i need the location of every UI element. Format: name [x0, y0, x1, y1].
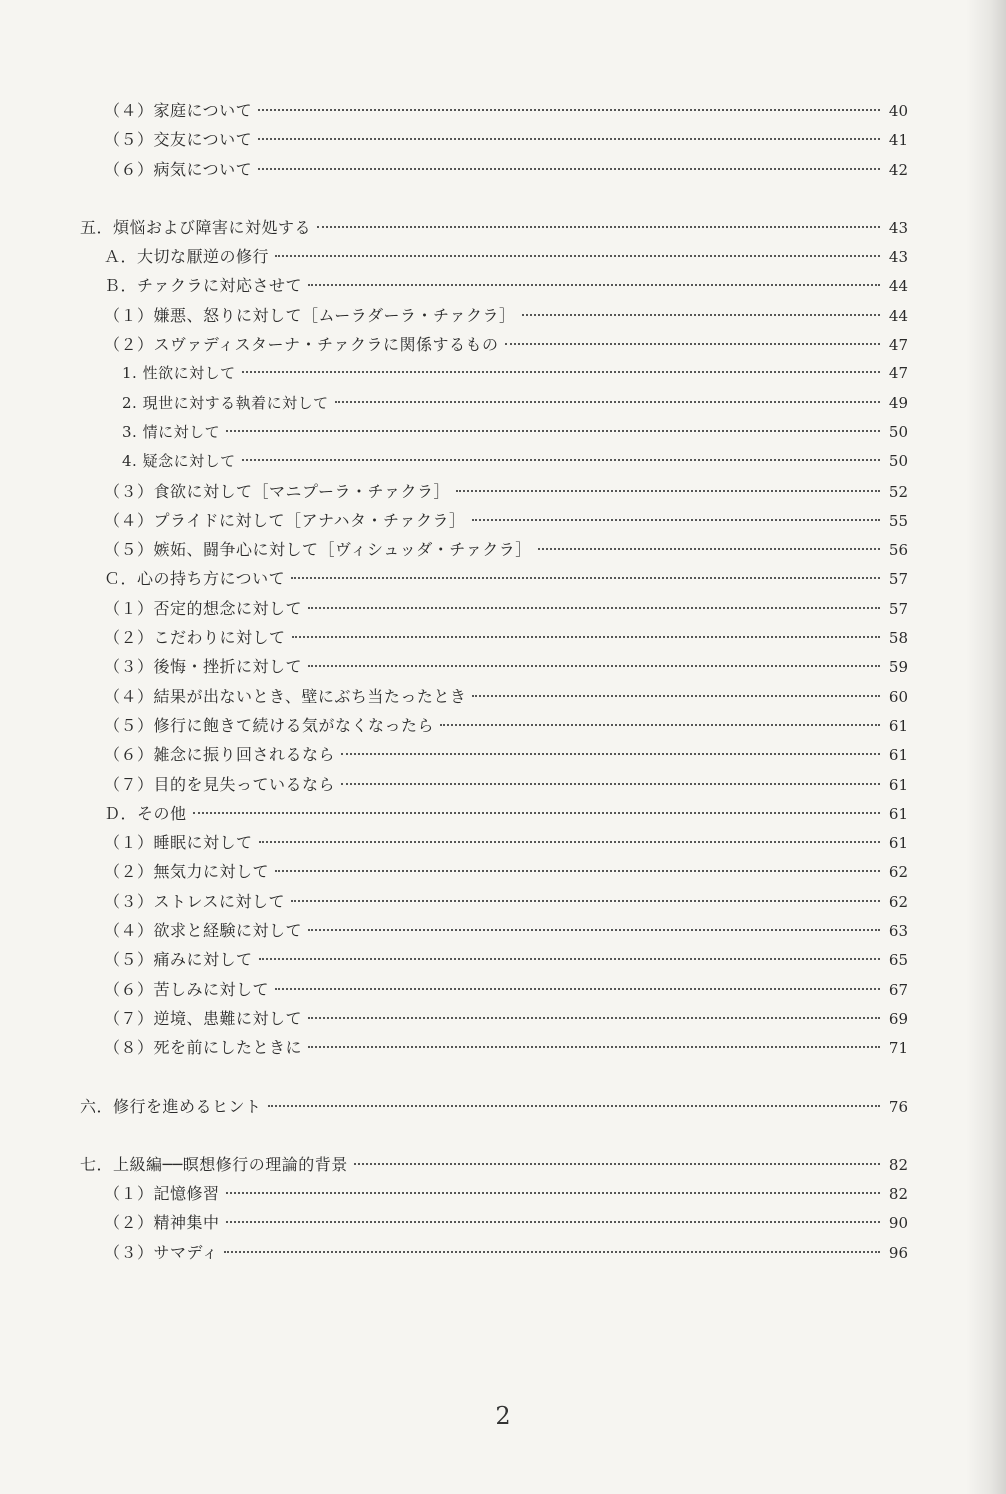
- dot-leader: [456, 490, 880, 492]
- toc-entry-title: （６）苦しみに対して: [104, 979, 270, 999]
- toc-subitem-entry: [80, 389, 908, 418]
- dot-leader: [440, 724, 880, 726]
- toc-entry: [80, 271, 908, 300]
- toc-entry: [80, 506, 908, 535]
- toc-entry-title: （８）死を前にしたときに: [104, 1038, 303, 1058]
- toc-entry-title: 六．修行を進めるヒント: [80, 1096, 262, 1116]
- toc-entry-page: 44: [888, 306, 908, 325]
- toc-entry-title: Ｄ．その他: [104, 803, 187, 823]
- dot-leader: [291, 577, 880, 579]
- toc-subitem-entry: [80, 447, 908, 476]
- toc-subitem-entry: [80, 359, 908, 388]
- dot-leader: [226, 1221, 880, 1223]
- toc-entry-page: 44: [888, 277, 908, 296]
- toc-entry-page: 61: [888, 746, 908, 765]
- toc-entry: [80, 945, 908, 974]
- toc-entry-title: （１）否定的想念に対して: [104, 598, 303, 618]
- toc-entry-title: （２）スヴァディスターナ・チァクラに関係するもの: [104, 335, 499, 355]
- toc-entry: [80, 301, 908, 330]
- toc-entry-page: 57: [888, 599, 908, 618]
- toc-entry-title: （３）後悔・挫折に対して: [104, 657, 303, 677]
- table-of-contents: [80, 96, 908, 1267]
- dot-leader: [335, 401, 880, 403]
- section-gap: [80, 184, 908, 213]
- toc-entry-title: （３）ストレスに対して: [104, 891, 286, 911]
- dot-leader: [308, 1046, 880, 1048]
- toc-entry: [80, 477, 908, 506]
- toc-entry-title: （２）精神集中: [104, 1213, 220, 1233]
- toc-entry: [80, 828, 908, 857]
- toc-subitem-entry: [80, 418, 908, 447]
- dot-leader: [258, 109, 880, 111]
- dot-leader: [472, 519, 880, 521]
- toc-entry-title: 七．上級編──瞑想修行の理論的背景: [80, 1154, 348, 1174]
- section-gap: [80, 1063, 908, 1092]
- dot-leader: [268, 1105, 880, 1107]
- toc-entry-page: 47: [888, 364, 908, 383]
- dot-leader: [317, 226, 880, 228]
- toc-entry-page: 82: [888, 1185, 908, 1204]
- toc-entry-title: （４）欲求と経験に対して: [104, 921, 303, 941]
- dot-leader: [242, 459, 880, 461]
- toc-entry-title: （３）食欲に対して［マニプーラ・チァクラ］: [104, 481, 451, 501]
- dot-leader: [258, 168, 880, 170]
- toc-entry: [80, 1179, 908, 1208]
- toc-entry-page: 43: [888, 248, 908, 267]
- toc-entry: [80, 1238, 908, 1267]
- toc-entry-title: （１）睡眠に対して: [104, 833, 253, 853]
- dot-leader: [522, 314, 880, 316]
- toc-entry: [80, 1208, 908, 1237]
- toc-chapter-entry: [80, 1092, 908, 1121]
- toc-entry: [80, 770, 908, 799]
- toc-entry: [80, 1033, 908, 1062]
- dot-leader: [308, 1017, 880, 1019]
- section-gap: [80, 1121, 908, 1150]
- toc-entry: [80, 887, 908, 916]
- dot-leader: [242, 371, 880, 373]
- toc-entry-page: 59: [888, 658, 908, 677]
- toc-entry: [80, 125, 908, 154]
- dot-leader: [224, 1251, 880, 1253]
- toc-entry: [80, 155, 908, 184]
- dot-leader: [275, 255, 880, 257]
- toc-entry-title: （４）家庭について: [104, 101, 253, 120]
- dot-leader: [505, 343, 880, 345]
- toc-entry-title: （５）痛みに対して: [104, 950, 253, 970]
- toc-entry-title: 3. 情に対して: [122, 422, 221, 441]
- toc-entry-title: 4. 疑念に対して: [122, 452, 236, 471]
- toc-entry-title: 2. 現世に対する執着に対して: [122, 393, 329, 412]
- toc-entry-title: （２）無気力に対して: [104, 862, 270, 882]
- toc-entry-title: （７）逆境、患難に対して: [104, 1008, 303, 1028]
- toc-entry-page: 56: [888, 541, 908, 560]
- toc-entry-page: 43: [888, 218, 908, 237]
- toc-entry: [80, 535, 908, 564]
- toc-entry-page: 62: [888, 892, 908, 911]
- toc-entry-page: 71: [888, 1039, 908, 1058]
- dot-leader: [291, 900, 880, 902]
- toc-entry-title: （５）修行に飽きて続ける気がなくなったら: [104, 715, 435, 735]
- toc-entry: [80, 857, 908, 886]
- dot-leader: [538, 548, 880, 550]
- toc-entry-page: 42: [888, 160, 908, 179]
- toc-entry-page: 60: [888, 687, 908, 706]
- toc-entry-page: 41: [888, 131, 908, 150]
- toc-chapter-entry: [80, 1150, 908, 1179]
- dot-leader: [308, 665, 880, 667]
- toc-entry-page: 58: [888, 629, 908, 648]
- toc-entry-page: 96: [888, 1243, 908, 1262]
- toc-entry-page: 90: [888, 1214, 908, 1233]
- dot-leader: [354, 1163, 880, 1165]
- dot-leader: [341, 783, 880, 785]
- toc-entry: [80, 916, 908, 945]
- toc-entry-page: 57: [888, 570, 908, 589]
- dot-leader: [193, 812, 880, 814]
- toc-entry-page: 76: [888, 1097, 908, 1116]
- toc-entry: [80, 242, 908, 271]
- toc-entry-page: 49: [888, 393, 908, 412]
- dot-leader: [341, 753, 880, 755]
- toc-entry-page: 65: [888, 951, 908, 970]
- toc-entry: [80, 96, 908, 125]
- toc-entry-page: 62: [888, 863, 908, 882]
- toc-entry-page: 82: [888, 1155, 908, 1174]
- toc-entry-title: （４）プライドに対して［アナハタ・チァクラ］: [104, 510, 466, 530]
- toc-entry: [80, 623, 908, 652]
- toc-entry: [80, 330, 908, 359]
- toc-entry-title: （５）嫉妬、闘争心に対して［ヴィシュッダ・チァクラ］: [104, 540, 532, 560]
- dot-leader: [258, 138, 880, 140]
- toc-entry-page: 61: [888, 716, 908, 735]
- toc-entry-page: 67: [888, 980, 908, 999]
- toc-entry-title: （５）交友について: [104, 130, 253, 150]
- toc-entry-page: 63: [888, 922, 908, 941]
- toc-entry: [80, 652, 908, 681]
- dot-leader: [308, 607, 880, 609]
- toc-entry-title: （３）サマディ: [104, 1242, 219, 1262]
- toc-entry: [80, 1004, 908, 1033]
- dot-leader: [292, 636, 880, 638]
- toc-entry-title: （１）嫌悪、怒りに対して［ムーラダーラ・チァクラ］: [104, 305, 516, 325]
- dot-leader: [259, 841, 880, 843]
- dot-leader: [308, 929, 880, 931]
- toc-entry: [80, 740, 908, 769]
- toc-entry-title: （６）病気について: [104, 159, 253, 179]
- toc-entry: [80, 682, 908, 711]
- toc-entry-title: Ａ．大切な厭逆の修行: [104, 247, 270, 267]
- toc-entry-page: 55: [888, 511, 908, 530]
- toc-entry-title: （１）記憶修習: [104, 1184, 220, 1204]
- toc-entry: [80, 594, 908, 623]
- dot-leader: [275, 988, 880, 990]
- toc-entry-page: 61: [888, 834, 908, 853]
- toc-entry: [80, 564, 908, 593]
- toc-entry-title: 1. 性欲に対して: [122, 364, 236, 383]
- toc-entry-title: （６）雑念に振り回されるなら: [104, 745, 336, 765]
- dot-leader: [472, 695, 880, 697]
- toc-entry-title: Ｂ．チァクラに対応させて: [104, 276, 303, 296]
- toc-entry-title: （７）目的を見失っているなら: [104, 774, 336, 794]
- dot-leader: [275, 870, 880, 872]
- toc-entry-title: Ｃ．心の持ち方について: [104, 569, 286, 589]
- dot-leader: [308, 284, 880, 286]
- page-edge-shadow: [966, 0, 1006, 1494]
- toc-entry-title: 五．煩悩および障害に対処する: [80, 217, 312, 237]
- toc-entry-page: 52: [888, 482, 908, 501]
- dot-leader: [226, 1192, 880, 1194]
- toc-entry-title: （２）こだわりに対して: [104, 628, 286, 648]
- toc-chapter-entry: [80, 213, 908, 242]
- toc-entry-title: （４）結果が出ないとき、壁にぶち当たったとき: [104, 686, 467, 706]
- toc-entry-page: 50: [888, 422, 908, 441]
- dot-leader: [226, 430, 880, 432]
- dot-leader: [259, 958, 880, 960]
- toc-entry-page: 61: [888, 775, 908, 794]
- toc-entry: [80, 975, 908, 1004]
- toc-entry-page: 47: [888, 336, 908, 355]
- page-number: 2: [495, 1402, 511, 1430]
- toc-entry-page: 69: [888, 1009, 908, 1028]
- toc-entry: [80, 799, 908, 828]
- toc-entry: [80, 711, 908, 740]
- toc-entry-page: 61: [888, 804, 908, 823]
- toc-entry-page: 50: [888, 452, 908, 471]
- toc-entry-page: 40: [888, 102, 908, 120]
